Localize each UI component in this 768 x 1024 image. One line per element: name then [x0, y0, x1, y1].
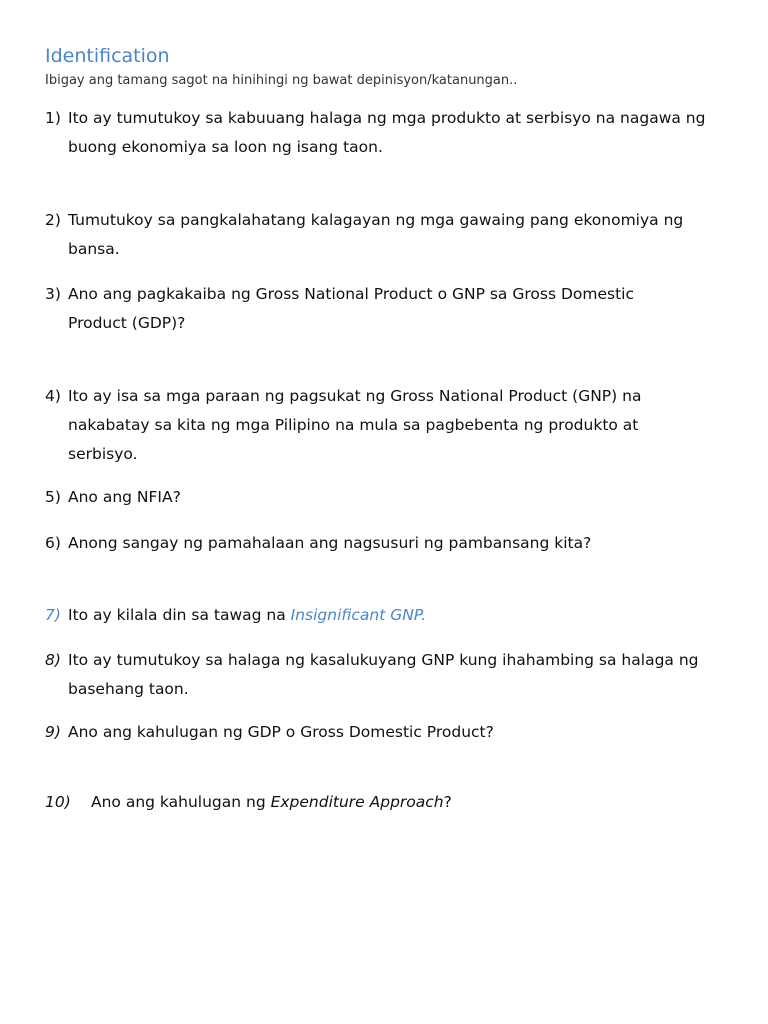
- question-text-suffix: ?: [443, 793, 452, 811]
- question-number: 2): [45, 211, 61, 229]
- question-5: [45, 483, 735, 512]
- question-7: [45, 601, 735, 630]
- question-3: [45, 280, 735, 338]
- instruction-text: Ibigay ang tamang sagot na hinihingi ng bawat depinisyon/katanungan..: [45, 73, 518, 88]
- question-number: 6): [45, 534, 61, 552]
- question-1: [45, 104, 735, 162]
- question-text-continued: Product (GDP)?: [68, 314, 186, 332]
- question-9: [45, 718, 735, 747]
- question-8: [45, 646, 735, 704]
- question-text: Ito ay isa sa mga paraan ng pagsukat ng Gross National Product (GNP) na: [68, 387, 642, 405]
- question-text: Ano ang kahulugan ng: [91, 793, 271, 811]
- question-text: Tumutukoy sa pangkalahatang kalagayan ng mga gawaing pang ekonomiya ng: [68, 211, 684, 229]
- question-4: [45, 382, 735, 469]
- question-text: Ano ang NFIA?: [68, 488, 181, 506]
- question-10: [45, 788, 735, 817]
- question-text-continued: nakabatay sa kita ng mga Pilipino na mula sa pagbebenta ng produkto at: [68, 416, 639, 434]
- question-text: Ano ang kahulugan ng GDP o Gross Domestic Product?: [68, 723, 494, 741]
- question-text-continued: buong ekonomiya sa loon ng isang taon.: [68, 138, 383, 156]
- question-text: Ano ang pagkakaiba ng Gross National Product o GNP sa Gross Domestic: [68, 285, 634, 303]
- question-number: 8): [45, 651, 61, 669]
- question-text-continued: bansa.: [68, 240, 120, 258]
- emphasized-term: Expenditure Approach: [270, 793, 444, 811]
- question-text: Ito ay tumutukoy sa kabuuang halaga ng mga produkto at serbisyo na nagawa ng: [68, 109, 706, 127]
- question-6: [45, 529, 735, 558]
- question-text: Anong sangay ng pamahalaan ang nagsusuri ng pambansang kita?: [68, 534, 592, 552]
- question-text-continued: basehang taon.: [68, 680, 189, 698]
- question-number: 10): [45, 793, 71, 811]
- question-number: 7): [45, 606, 61, 624]
- emphasized-term: Insignificant GNP.: [290, 606, 426, 624]
- question-number: 4): [45, 387, 61, 405]
- question-number: 1): [45, 109, 61, 127]
- question-text: Ito ay tumutukoy sa halaga ng kasalukuyang GNP kung ihahambing sa halaga ng: [68, 651, 699, 669]
- question-number: 9): [45, 723, 61, 741]
- question-text: Ito ay kilala din sa tawag na: [68, 606, 291, 624]
- question-text-continued: serbisyo.: [68, 445, 138, 463]
- question-number: 3): [45, 285, 61, 303]
- question-number: 5): [45, 488, 61, 506]
- section-heading: Identification: [45, 45, 170, 67]
- question-2: [45, 206, 735, 264]
